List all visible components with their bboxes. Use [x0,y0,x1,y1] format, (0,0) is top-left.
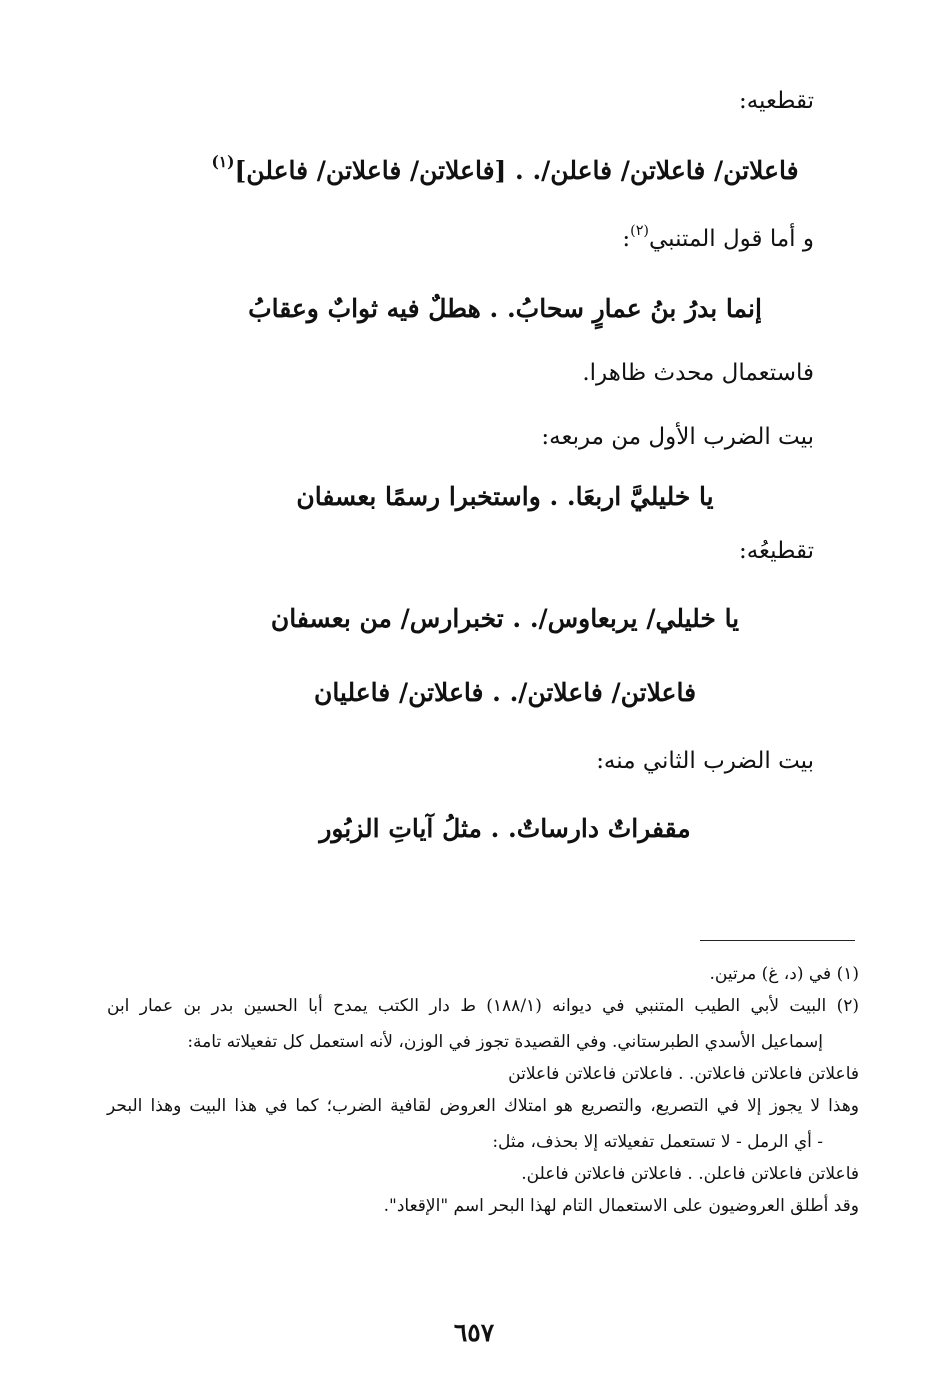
page-number: ٦٥٧ [453,1318,495,1347]
verse-scansion-1-text: فاعلاتن/ فاعلاتن/ فاعلن/. . [فاعلاتن/ فاعلاتن/ فاعلن] [234,156,799,185]
first-darb-heading: بيت الضرب الأول من مربعه: [541,424,814,450]
mutanabbi-intro-colon: : [622,226,631,252]
footnote-2-line-2: إسماعيل الأسدي الطبرستاني. وفي القصيدة تجوز في الوزن، لأنه استعمل كل تفعيلاته تامة: [187,1032,823,1052]
verse-scansion-1 [0,151,948,185]
second-darb-heading: بيت الضرب الثاني منه: [596,748,814,774]
verse-mutanabbi: إنما بدرُ بنُ عمارٍ سحابُ. . هطلٌ فيه ثوابٌ وعقابُ [248,294,762,323]
footnote-2-meter-1: فاعلاتن فاعلاتن فاعلاتن. . فاعلاتن فاعلاتن فاعلاتن [508,1064,859,1084]
footnote-2-line-4: - أي الرمل - لا تستعمل تفعيلاته إلا بحذف، مثل: [492,1132,823,1152]
istimal-line: فاستعمال محدث ظاهرا. [582,360,814,386]
verse-scansion-2b: فاعلاتن/ فاعلاتن/. . فاعلاتن/ فاعليان [313,678,697,707]
footnote-2-meter-2: فاعلاتن فاعلاتن فاعلن. . فاعلاتن فاعلاتن فاعلن. [521,1164,859,1184]
verse-scansion-2a: يا خليلي/ يربعاوس/. . تخبرارس/ من بعسفان [270,604,740,633]
verse-first-darb: يا خليليَّ اربعَا. . واستخبرا رسمًا بعسفان [296,482,714,511]
footnote-separator [700,940,855,941]
footnote-1: (١) في (د، غ) مرتين. [709,964,859,984]
verse-second-darb: مقفراتٌ دارساتٌ. . مثلُ آياتِ الزبُور [319,814,691,843]
mutanabbi-intro-text: و أما قول المتنبي [648,226,814,252]
heading-taqti-2: تقطيعُه: [738,538,814,564]
footnote-2-line-3: وهذا لا يجوز إلا في التصريع، والتصريع هو امتلاك العروض لقافية الضرب؛ كما في هذا البيت وهذا البحر [107,1096,859,1116]
footnote-ref-2: (٢) [630,222,649,239]
footnote-2-line-1: (٢) البيت لأبي الطيب المتنبي في ديوانه (١٨٨/١) ط دار الكتب يمدح أبا الحسين بدر بن عمار ابن [107,996,860,1016]
mutanabbi-intro [622,222,814,252]
footnote-2-line-5: وقد أطلق العروضيون على الاستعمال التام لهذا البحر اسم "الإقعاد". [383,1196,859,1216]
footnote-ref-1: (١) [211,151,235,171]
heading-taqti-1: تقطعيه: [738,88,814,114]
